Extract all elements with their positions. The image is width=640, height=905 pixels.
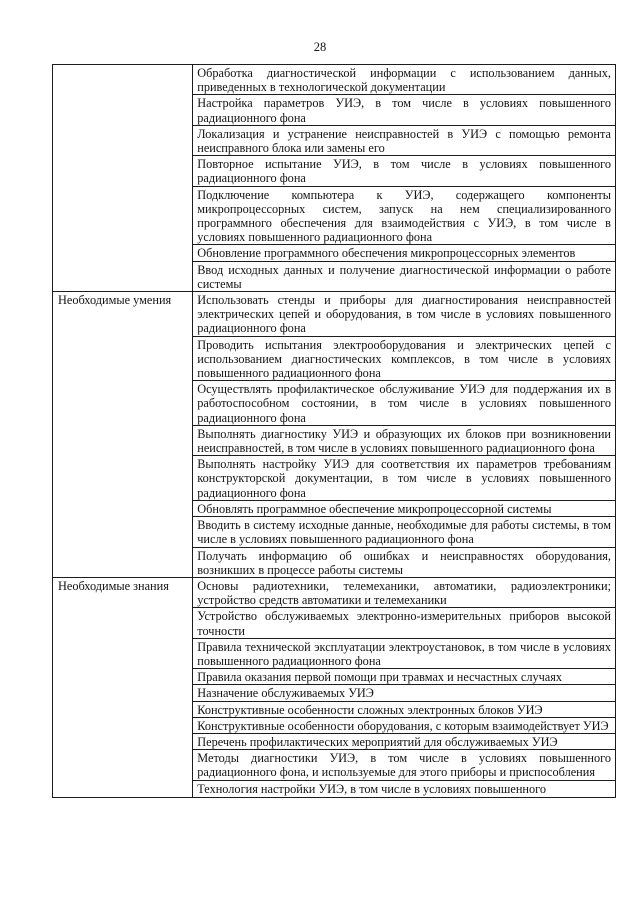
requirement-item: Выполнять диагностику УИЭ и образующих их блоков при возникновении неисправностей, в том числе в условиях повышенного радиационного фона <box>193 425 616 455</box>
requirement-item: Обработка диагностической информации с использованием данных, приведенных в технологической документации <box>193 65 616 95</box>
requirement-item: Конструктивные особенности сложных электронных блоков УИЭ <box>193 701 616 717</box>
category-cell <box>53 65 193 292</box>
category-skills: Необходимые умения <box>53 292 193 578</box>
requirement-item: Проводить испытания электрооборудования и электрических цепей с использованием диагностических комплексов, в том числе в условиях повышенного радиационного фона <box>193 336 616 381</box>
requirement-item: Локализация и устранение неисправностей в УИЭ с помощью ремонта неисправного блока или замены его <box>193 125 616 155</box>
requirement-item: Правила оказания первой помощи при травмах и несчастных случаях <box>193 669 616 685</box>
category-knowledge: Необходимые знания <box>53 577 193 797</box>
requirement-item: Основы радиотехники, телемеханики, автоматики, радиоэлектроники; устройство средств автоматики и телемеханики <box>193 577 616 607</box>
requirement-item: Получать информацию об ошибках и неисправностях оборудования, возникших в процессе работы системы <box>193 547 616 577</box>
table-row <box>53 65 616 95</box>
requirement-item: Перечень профилактических мероприятий для обслуживаемых УИЭ <box>193 733 616 749</box>
requirement-item: Настройка параметров УИЭ, в том числе в условиях повышенного радиационного фона <box>193 95 616 125</box>
requirement-item: Методы диагностики УИЭ, в том числе в условиях повышенного радиационного фона, и используемые для этого приборы и приспособления <box>193 750 616 780</box>
table-row <box>53 577 616 607</box>
requirement-item: Устройство обслуживаемых электронно-измерительных приборов высокой точности <box>193 608 616 638</box>
requirement-item: Обновлять программное обеспечение микропроцессорной системы <box>193 500 616 516</box>
requirement-item: Конструктивные особенности оборудования, с которым взаимодействует УИЭ <box>193 717 616 733</box>
table-row <box>53 292 616 337</box>
requirement-item: Повторное испытание УИЭ, в том числе в условиях повышенного радиационного фона <box>193 156 616 186</box>
requirement-item: Осуществлять профилактическое обслуживание УИЭ для поддержания их в работоспособном состоянии, в том числе в условиях повышенного радиационного фона <box>193 381 616 426</box>
requirement-item: Выполнять настройку УИЭ для соответствия их параметров требованиям конструкторской документации, в том числе в условиях повышенного радиационного фона <box>193 456 616 501</box>
requirement-item: Назначение обслуживаемых УИЭ <box>193 685 616 701</box>
requirement-item: Правила технической эксплуатации электроустановок, в том числе в условиях повышенного радиационного фона <box>193 638 616 668</box>
requirement-item: Подключение компьютера к УИЭ, содержащего компоненты микропроцессорных систем, запуск на нем специализированного программного обеспечения для взаимодействия с УИЭ, в том числе в условиях повышенного радиационного фона <box>193 186 616 245</box>
requirement-item: Технология настройки УИЭ, в том числе в условиях повышенного <box>193 780 616 797</box>
requirement-item: Вводить в систему исходные данные, необходимые для работы системы, в том числе в условиях повышенного радиационного фона <box>193 517 616 547</box>
requirement-item: Обновление программного обеспечения микропроцессорных элементов <box>193 245 616 261</box>
requirement-item: Ввод исходных данных и получение диагностической информации о работе системы <box>193 261 616 291</box>
page-number: 28 <box>313 40 327 54</box>
requirements-table <box>52 64 616 798</box>
requirement-item: Использовать стенды и приборы для диагностирования неисправностей электрических цепей и оборудования, в том числе в условиях повышенного радиационного фона <box>193 292 616 337</box>
